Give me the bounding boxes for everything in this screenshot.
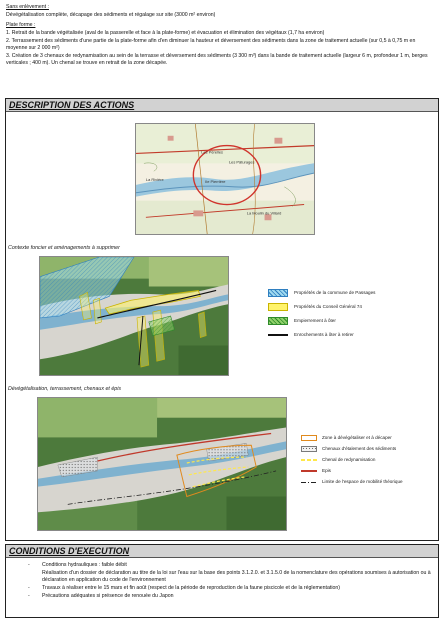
legend-item: [301, 435, 392, 441]
description-heading: DESCRIPTION DES ACTIONS: [6, 99, 438, 112]
bullet-dash: -: [28, 562, 30, 568]
legend-label: Chenaux d'étalement des sédiments: [322, 446, 397, 452]
legend-label: Zone à dévégétaliser et à décaper: [322, 435, 392, 441]
legend-works: [301, 435, 431, 495]
caption-devegetalisation: Dévégétalisation, terrassement, chenaux et épis: [8, 386, 122, 392]
bullet-dash: -: [28, 593, 30, 600]
plate-forme-label: Plate forme :: [6, 21, 36, 28]
top-text-block: [6, 4, 436, 96]
legend-swatch: [268, 317, 288, 325]
legend-swatch: [268, 303, 288, 311]
map-label-paturages: Les Pâturages: [228, 159, 255, 165]
condition-text: Travaux à réaliser entre le 15 mars et fin août (respect de la période de reproduction de la faune piscicole et de la réglementation): [42, 585, 340, 592]
map-label-perelles: Les Pérelles: [201, 149, 224, 155]
legend-item: [301, 446, 396, 452]
map-label-ile-pierriere: Ile Pierrière: [205, 178, 226, 184]
map-label-riviere: La Rivière: [145, 176, 164, 182]
condition-item: [28, 562, 434, 569]
sans-enlevement-text: Dévégétalisation complète, décapage des sédiments et régalage sur site (3000 m² environ): [6, 12, 216, 19]
land-ownership-map: [39, 256, 229, 376]
condition-text: Conditions hydrauliques : faible débit: [42, 562, 127, 568]
legend-swatch: [268, 289, 288, 297]
location-map: [135, 123, 315, 235]
map-label-moulin: La Moulin du Villard: [246, 210, 282, 216]
works-map: [37, 397, 287, 531]
legend-swatch: [301, 459, 317, 461]
plate-forme-item-3: 3. Création de 3 chenaux de redynamisation au sein de la terrasse et déversement des sédiments (3 300 m³) dans la bande de traitement actuelle (largeur 6 m, profondeur 1 m, berges verticales ; 400 m). Un chenal se trouve en retrait de la zone décapée.: [6, 53, 428, 66]
legend-swatch: [301, 482, 317, 483]
condition-text: Précautions adéquates si présence de renouée du Japon: [42, 593, 174, 600]
legend-item: [268, 289, 375, 297]
plate-forme-item-2: 2. Terrassement des sédiments d'une partie de la plate-forme afin d'en diminuer la hauteur et déversement des sédiments dans la zone de traitement actuelle (sur 0,5 à 0,75 m en moyenne sur 2 000 m²): [6, 38, 416, 52]
legend-item: [268, 317, 336, 325]
bullet-dash: -: [28, 585, 30, 592]
legend-label: Epis: [322, 468, 331, 474]
legend-swatch: [301, 470, 317, 472]
condition-item: [28, 585, 434, 592]
conditions-body: [6, 558, 438, 600]
condition-item: [28, 593, 434, 600]
conditions-section: [5, 544, 439, 618]
condition-subtext: Réalisation d'un dossier de déclaration au titre de la loi sur l'eau sur la base des points 3.1.2.0. et 3.1.5.0 de la nomenclature des opérations soumises à autorisation ou à déclaration en application du code de l'environnement: [42, 570, 431, 583]
legend-item: [301, 457, 375, 463]
legend-item: [301, 468, 331, 474]
legend-item: [268, 331, 354, 339]
conditions-heading: CONDITIONS D'EXECUTION: [6, 545, 438, 558]
sans-enlevement-label: Sans enlèvement :: [6, 4, 49, 10]
legend-swatch: [268, 334, 288, 336]
caption-contexte-foncier: Contexte foncier et aménagements à supprimer: [8, 245, 120, 251]
legend-label: Propriétés du Conseil Général 74: [294, 304, 362, 310]
legend-item: [268, 303, 362, 311]
legend-item: [301, 479, 403, 485]
plate-forme-item-1: 1. Retrait de la bande végétalisée (aval de la passerelle et face à la plate-forme) et évacuation et élimination des végétaux (1,7 ha environ): [6, 30, 325, 37]
legend-label: Propriétés de la commune de Passages: [294, 290, 376, 296]
legend-label: Empierrement à ôter: [294, 318, 336, 324]
description-section: [5, 98, 439, 541]
legend-swatch: [301, 435, 317, 441]
legend-label: Chenal de redynamisation: [322, 457, 376, 463]
legend-land-ownership: [268, 289, 428, 349]
legend-label: Enrochements à ôter à retirer: [294, 332, 354, 338]
legend-swatch: [301, 446, 317, 452]
legend-label: Limite de l'espace de mobilité théorique: [322, 479, 403, 485]
